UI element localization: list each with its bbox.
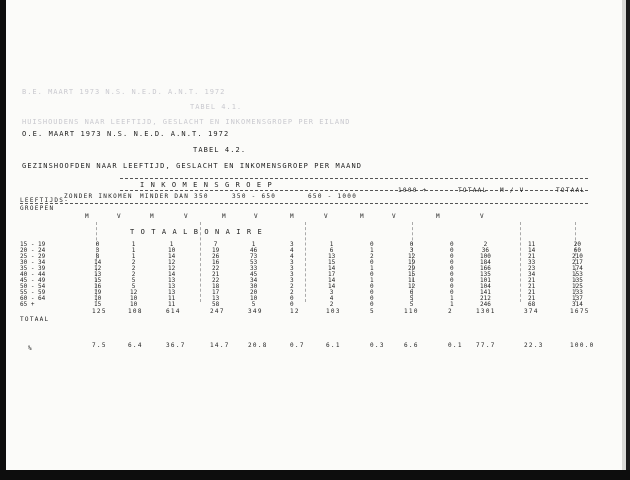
percent-cell: 6.6 bbox=[404, 342, 419, 349]
sex-label: V bbox=[392, 213, 397, 220]
scan-border bbox=[0, 470, 630, 480]
data-column: 20 60 210 217 174 153 135 125 133 137 314 bbox=[572, 241, 583, 308]
table-number: TABEL 4.2. bbox=[193, 146, 247, 154]
total-cell: 12 bbox=[290, 308, 300, 315]
percent-cell: 77.7 bbox=[476, 342, 496, 349]
sex-label: M bbox=[150, 213, 155, 220]
percent-cell: 0.7 bbox=[290, 342, 305, 349]
sex-label: M bbox=[436, 213, 441, 220]
percent-cell: 100.0 bbox=[570, 342, 595, 349]
total-cell: 2 bbox=[448, 308, 453, 315]
data-column: 1 6 13 15 14 17 14 14 3 4 2 bbox=[328, 241, 336, 308]
income-group-heading: I N K O M E N S G R O E P bbox=[140, 181, 273, 189]
percent-cell: 0.3 bbox=[370, 342, 385, 349]
data-column: 0 3 12 19 29 15 11 12 6 5 5 bbox=[408, 241, 416, 308]
ghost-title: HUISHOUDENS NAAR LEEFTIJD, GESLACHT EN INKOMENSGROEP PER EILAND bbox=[22, 118, 351, 126]
table-title: GEZINSHOOFDEN NAAR LEEFTIJD, GESLACHT EN INKOMENSGROEP PER MAAND bbox=[22, 162, 363, 170]
sex-label: V bbox=[254, 213, 259, 220]
sex-label: M bbox=[222, 213, 227, 220]
ghost-source-line: B.E. MAART 1973 N.S. N.E.D. A.N.T. 1972 bbox=[22, 88, 226, 96]
total-cell: 1675 bbox=[570, 308, 590, 315]
column-guide bbox=[305, 222, 307, 302]
row-header-line-1: LEEFTIJDS- bbox=[20, 197, 70, 204]
sex-label: V bbox=[117, 213, 122, 220]
percent-cell: 0.1 bbox=[448, 342, 463, 349]
sex-label: M bbox=[85, 213, 90, 220]
ghost-table-number: TABEL 4.1. bbox=[190, 103, 243, 111]
data-column: 7 19 26 16 22 21 22 18 17 13 58 bbox=[212, 241, 220, 308]
data-column: 1 46 73 53 33 45 34 30 20 10 5 bbox=[250, 241, 258, 308]
total-cell: 614 bbox=[166, 308, 181, 315]
percent-cell: 36.7 bbox=[166, 342, 186, 349]
income-header-totaal: TOTAAL bbox=[458, 187, 488, 194]
data-column: 0 3 8 14 12 13 15 16 19 10 15 bbox=[94, 241, 102, 308]
total-cell: 247 bbox=[210, 308, 225, 315]
percent-cell: 6.4 bbox=[128, 342, 143, 349]
total-cell: 349 bbox=[248, 308, 263, 315]
income-header-650-1000: 650 - 1000 bbox=[308, 193, 358, 200]
total-cell: 125 bbox=[92, 308, 107, 315]
section-title: T O T A A L B O N A I R E bbox=[130, 228, 263, 236]
percent-cell: 20.8 bbox=[248, 342, 268, 349]
income-header-zonder: ZONDER INKOMEN bbox=[64, 193, 133, 200]
sex-label: V bbox=[480, 213, 485, 220]
total-cell: 374 bbox=[524, 308, 539, 315]
source-line: O.E. MAART 1973 N.S. N.E.D. A.N.T. 1972 bbox=[22, 130, 230, 138]
data-column: 11 14 21 33 23 34 21 21 21 21 68 bbox=[528, 241, 536, 308]
percent-cell: 7.5 bbox=[92, 342, 107, 349]
data-column: 2 36 100 184 166 135 101 104 141 212 246 bbox=[480, 241, 491, 308]
total-cell: 108 bbox=[128, 308, 143, 315]
percent-cell: 14.7 bbox=[210, 342, 230, 349]
data-column: 0 1 2 0 1 0 1 0 0 0 0 bbox=[370, 241, 374, 308]
totals-label: TOTAAL bbox=[20, 316, 50, 323]
age-group-column: 15 - 19 20 - 24 25 - 29 30 - 34 35 - 39 40 - 44 45 - 49 50 - 54 55 - 59 60 - 64 65 + bbox=[20, 241, 46, 308]
income-header-grand-totaal: TOTAAL bbox=[556, 187, 586, 194]
data-column: 1 1 1 2 2 2 5 5 12 10 10 bbox=[130, 241, 138, 308]
percent-cell: 22.3 bbox=[524, 342, 544, 349]
data-column: 3 4 4 3 3 3 3 2 2 0 0 bbox=[290, 241, 294, 308]
income-header-mv: M / V bbox=[500, 187, 525, 194]
subheader-rule bbox=[20, 203, 588, 204]
column-guide bbox=[520, 222, 522, 302]
row-header-line-2: GROEPEN bbox=[20, 205, 55, 212]
data-column: 1 10 14 12 12 14 13 13 13 11 11 bbox=[168, 241, 176, 308]
total-cell: 5 bbox=[370, 308, 375, 315]
total-cell: 1301 bbox=[476, 308, 496, 315]
total-cell: 110 bbox=[404, 308, 419, 315]
percent-cell: 6.1 bbox=[326, 342, 341, 349]
sex-label: V bbox=[324, 213, 329, 220]
table-top-rule bbox=[120, 178, 588, 179]
sex-label: M bbox=[360, 213, 365, 220]
income-header-1000-plus: 1000 + bbox=[398, 187, 428, 194]
sex-label: V bbox=[184, 213, 189, 220]
income-header-350-650: 350 - 650 bbox=[232, 193, 277, 200]
data-column: 0 0 0 0 0 0 0 0 0 1 1 bbox=[450, 241, 454, 308]
sex-label: M bbox=[290, 213, 295, 220]
document-page bbox=[6, 0, 626, 470]
income-header-minder: MINDER DAN 350 bbox=[140, 193, 209, 200]
percent-label: % bbox=[28, 345, 33, 352]
total-cell: 103 bbox=[326, 308, 341, 315]
